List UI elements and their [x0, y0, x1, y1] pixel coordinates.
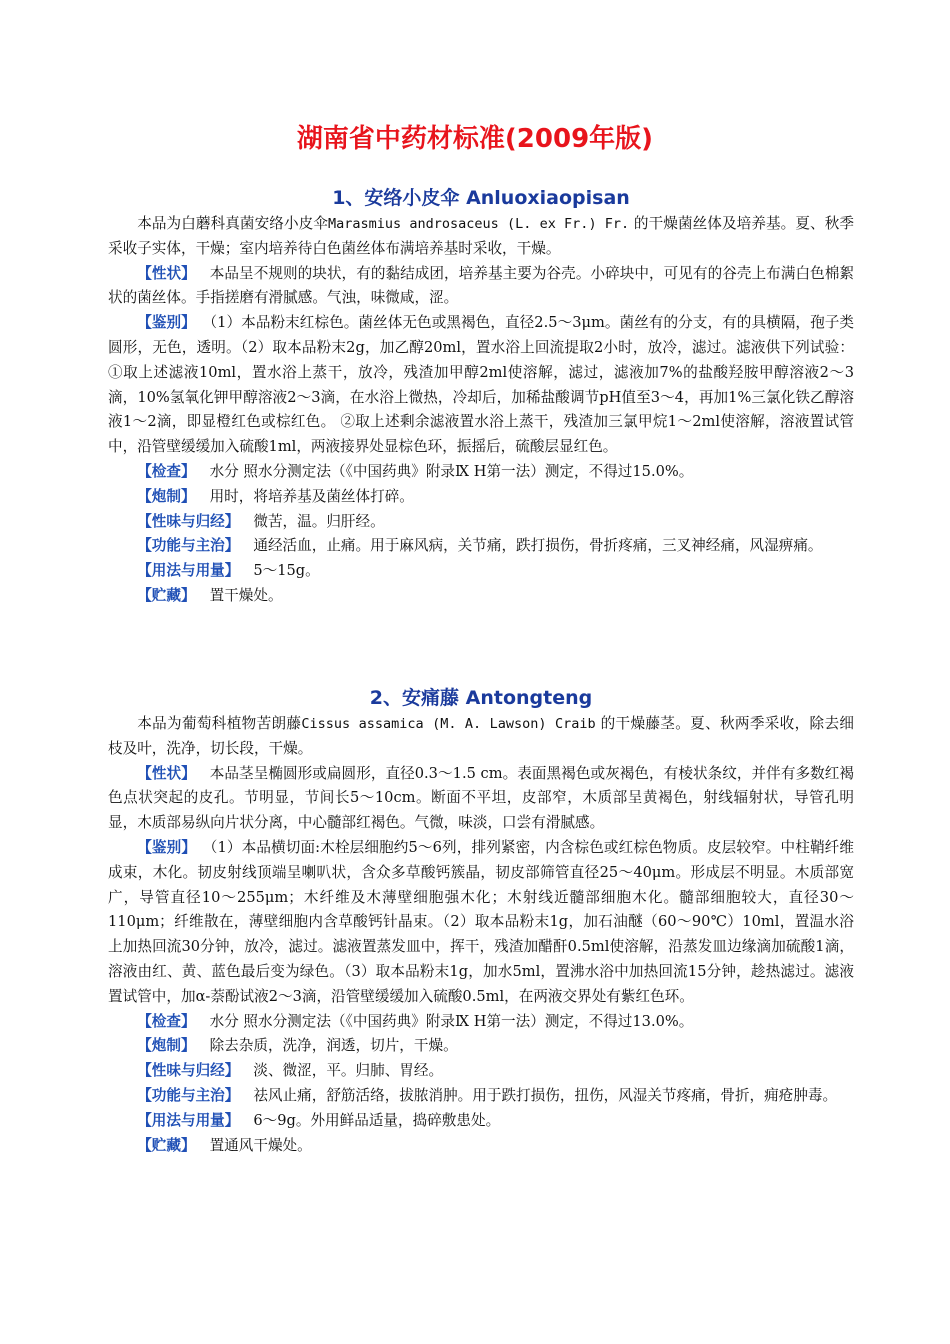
section-label: 【检查】 — [137, 1012, 196, 1030]
section-identification — [108, 311, 854, 460]
entry-name-cn: 安络小皮伞 — [364, 187, 460, 209]
intro-prefix: 本品为白蘑科真菌安络小皮伞 — [137, 215, 329, 232]
section-label: 【检查】 — [137, 462, 196, 480]
section-storage — [108, 584, 854, 609]
entry-title — [108, 184, 854, 212]
section-storage — [108, 1134, 854, 1159]
section-processing — [108, 1034, 854, 1059]
section-inspection — [108, 1010, 854, 1035]
entry-title — [108, 684, 854, 712]
section-text: 置干燥处。 — [209, 586, 283, 604]
latin-name: Cissus assamica (M. A. Lawson) Craib — [301, 716, 596, 732]
section-text: 水分 照水分测定法（《中国药典》附录Ⅸ H第一法）测定，不得过13.0%。 — [209, 1012, 694, 1030]
section-usage-dosage — [108, 1109, 854, 1134]
intro-suffix: 的干燥菌丝体及培养基。夏、秋季采收子实体，干燥；室内培养待白色菌丝体布满培养基时采收，干燥。 — [108, 215, 854, 257]
section-text: 6～9g。外用鲜品适量，捣碎敷患处。 — [253, 1111, 501, 1129]
section-text: 用时，将培养基及菌丝体打碎。 — [209, 487, 414, 505]
monograph-entry-1 — [108, 184, 854, 609]
section-function-indication — [108, 534, 854, 559]
section-label: 【贮藏】 — [137, 1136, 196, 1154]
section-label: 【用法与用量】 — [137, 562, 240, 580]
monograph-entry-2 — [108, 684, 854, 1158]
section-label: 【炮制】 — [137, 487, 196, 505]
section-function-indication — [108, 1084, 854, 1109]
section-description — [108, 262, 854, 312]
section-inspection — [108, 460, 854, 485]
section-label: 【性状】 — [137, 264, 196, 282]
entry-name-pinyin: Anluoxiaopisan — [466, 187, 630, 209]
section-label: 【用法与用量】 — [137, 1111, 240, 1129]
section-label: 【功能与主治】 — [137, 537, 240, 555]
section-text: 祛风止痛，舒筋活络，拔脓消肿。用于跌打损伤，扭伤，风湿关节疼痛，骨折，痈疮肿毒。 — [253, 1086, 838, 1104]
entry-name-cn: 安痛藤 — [402, 687, 460, 709]
document-title: 湖南省中药材标准(2009年版) — [296, 124, 654, 154]
section-label: 【贮藏】 — [137, 586, 196, 604]
entry-number: 1、 — [332, 187, 365, 209]
section-label: 【鉴别】 — [137, 838, 197, 856]
section-text: 本品茎呈椭圆形或扁圆形，直径0.3～1.5 cm。表面黑褐色或灰褐色，有棱状条纹，并伴有多数红褐色点状突起的皮孔。节明显，节间长5～10cm。断面不平坦，皮部窄，木质部呈黄褐色，射线辐射状，导管孔明显，木质部易纵向片状分离，中心髓部红褐色。气微，味淡，口尝有滑腻感。 — [108, 764, 854, 832]
intro-prefix: 本品为葡萄科植物苦朗藤 — [137, 715, 302, 732]
section-text: 淡、微涩，平。归肺、胃经。 — [253, 1062, 444, 1080]
section-label: 【性状】 — [137, 764, 196, 782]
section-label: 【功能与主治】 — [137, 1086, 240, 1104]
section-description — [108, 762, 854, 836]
entry-intro — [108, 712, 854, 762]
entry-number: 2、 — [369, 687, 402, 709]
latin-name: Marasmius androsaceus (L. ex Fr.) Fr. — [328, 216, 630, 232]
section-text: 5～15g。 — [253, 562, 320, 580]
section-nature-meridian — [108, 510, 854, 535]
section-text: （1）本品粉末红棕色。菌丝体无色或黑褐色，直径2.5～3μm。菌丝有的分支，有的具横隔，孢子类圆形，无色，透明。（2）取本品粉末2g，加乙醇20ml，置水浴上回流提取2小时，放冷，滤过。滤液供下列试验：①取上述滤液10ml，置水浴上蒸干，放冷，残渣加甲醇2ml使溶解，滤过，滤液加7%的盐酸羟胺甲醇溶液2～3滴，10%氢氧化钾甲醇溶液2～3滴，在水浴上微热，冷却后，加稀盐酸调节pH值至3～4，再加1%三氯化铁乙醇溶液1～2滴，即显橙红色或棕红色。 ②取上述剩余滤液置水浴上蒸干，残渣加三氯甲烷1～2ml使溶解，溶液置试管中，沿管壁缓缓加入硫酸1ml，两液接界处显棕色环，振摇后，硫酸层显红色。 — [108, 314, 854, 456]
section-text: 除去杂质，洗净，润透，切片，干燥。 — [209, 1037, 458, 1055]
section-identification — [108, 836, 854, 1010]
section-text: 水分 照水分测定法（《中国药典》附录Ⅸ H第一法）测定，不得过15.0%。 — [209, 462, 694, 480]
section-text: 通经活血，止痛。用于麻风病，关节痛，跌打损伤，骨折疼痛，三叉神经痛，风湿痹痛。 — [253, 537, 823, 555]
section-processing — [108, 485, 854, 510]
intro-suffix: 的干燥藤茎。夏、秋两季采收，除去细枝及叶，洗净，切长段，干燥。 — [108, 715, 854, 757]
section-text: 本品呈不规则的块状，有的黏结成团，培养基主要为谷壳。小碎块中，可见有的谷壳上布满白色棉絮状的菌丝体。手指搓磨有滑腻感。气浊，味微咸，涩。 — [108, 264, 854, 307]
section-text: 置通风干燥处。 — [209, 1136, 312, 1154]
entry-intro — [108, 212, 854, 262]
section-text: 微苦，温。归肝经。 — [253, 512, 385, 530]
entry-name-pinyin: Antongteng — [465, 687, 593, 709]
section-label: 【性味与归经】 — [137, 1062, 240, 1080]
section-label: 【性味与归经】 — [137, 512, 240, 530]
section-label: 【鉴别】 — [137, 314, 196, 332]
section-label: 【炮制】 — [137, 1037, 196, 1055]
section-usage-dosage — [108, 559, 854, 584]
section-nature-meridian — [108, 1059, 854, 1084]
section-text: （1）本品横切面:木栓层细胞约5～6列，排列紧密，内含棕色或红棕色物质。皮层较窄。中柱鞘纤维成束，木化。韧皮射线顶端呈喇叭状，含众多草酸钙簇晶，韧皮部筛管直径25～40μm。形成层不明显。木质部宽广，导管直径10～255μm；木纤维及木薄壁细胞强木化；木射线近髓部细胞木化。髓部细胞较大，直径30～110μm；纤维散在，薄壁细胞内含草酸钙针晶束。（2）取本品粉末1g，加石油醚（60～90℃）10ml，置温水浴上加热回流30分钟，放冷，滤过。滤液置蒸发皿中，挥干，残渣加醋酐0.5ml使溶解，沿蒸发皿边缘滴加硫酸1滴，溶液由红、黄、蓝色最后变为绿色。（3）取本品粉末1g，加水5ml，置沸水浴中加热回流15分钟，趁热滤过。滤液置试管中，加α-萘酚试液2～3滴，沿管壁缓缓加入硫酸0.5ml，在两液交界处有紫红色环。 — [108, 838, 854, 1005]
